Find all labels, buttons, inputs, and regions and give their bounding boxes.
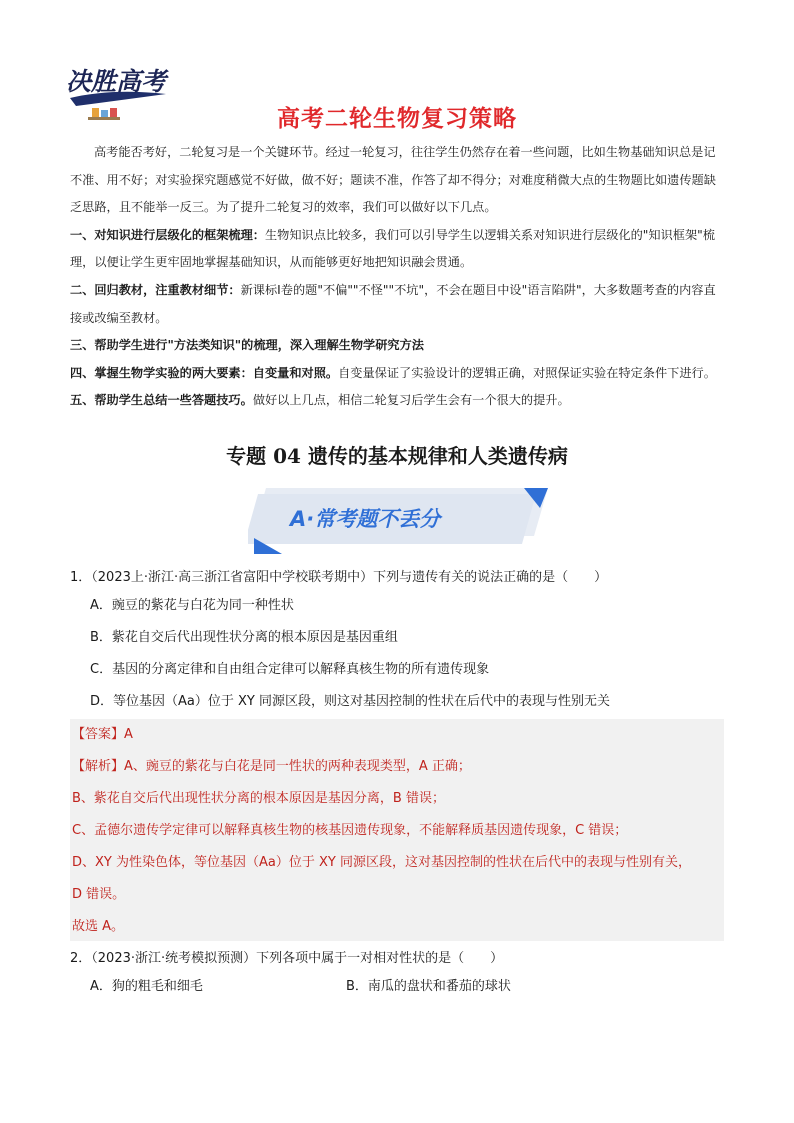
analysis-line: D、XY 为性染色体，等位基因（Aa）位于 XY 同源区段，这对基因控制的性状在后代中的表现与性别有关， [72, 855, 691, 870]
analysis-line: D 错误。 [72, 887, 126, 902]
point-text: 自变量保证了实验设计的逻辑正确，对照保证实验在特定条件下进行。 [338, 365, 716, 380]
analysis-line: 【解析】A、豌豆的紫花与白花是同一性状的两种表现类型，A 正确； [72, 759, 471, 774]
point-lead: 二、回归教材，注重教材细节： [70, 282, 241, 297]
logo-text: 决胜高考 [66, 67, 167, 96]
point-lead: 三、帮助学生进行"方法类知识"的梳理，深入理解生物学研究方法 [70, 338, 424, 353]
question-option: A．狗的粗毛和细毛 [90, 979, 203, 994]
main-title: 高考二轮生物复习策略 [277, 106, 517, 132]
answer-box [70, 719, 724, 941]
point-text: 做好以上几点，相信二轮复习后学生会有一个很大的提升。 [252, 393, 570, 408]
question-option: B．南瓜的盘状和番茄的球状 [346, 979, 511, 994]
intro-point [70, 387, 726, 415]
banner-text: A·常考题不丢分 [290, 507, 441, 531]
point-text: 新课标Ⅰ卷的题"不偏""不怪""不坑"，不会在题目中设"语言陷阱"，大多数题考查的内容直接或改编至教材。 [70, 282, 716, 325]
analysis-line: C、孟德尔遗传学定律可以解释真核生物的核基因遗传现象，不能解释质基因遗传现象，C 错误； [72, 823, 628, 838]
point-text: 生物知识点比较多，我们可以引导学生以逻辑关系对知识进行层级化的"知识框架"梳理，以便让学生更牢固地掌握基础知识，从而能够更好地把知识融会贯通。 [70, 227, 715, 270]
intro-point [70, 277, 726, 332]
question-option: A．豌豆的紫花与白花为同一种性状 [90, 598, 294, 613]
point-lead: 五、帮助学生总结一些答题技巧。 [70, 393, 253, 408]
intro-point [70, 332, 726, 360]
question-options-row [70, 971, 726, 1003]
question-1 [70, 565, 726, 718]
topic-title: 专题 04 遗传的基本规律和人类遗传病 [226, 444, 568, 468]
question-option: C．基因的分离定律和自由组合定律可以解释真核生物的所有遗传现象 [90, 662, 490, 677]
question-stem: 1．（2023上·浙江·高三浙江省富阳中学校联考期中）下列与遗传有关的说法正确的是（ ） [70, 570, 608, 585]
question-2 [70, 946, 726, 1003]
question-stem: 2．（2023·浙江·统考模拟预测）下列各项中属于一对相对性状的是（ ） [70, 951, 504, 966]
analysis-line: 故选 A。 [72, 919, 125, 934]
point-lead: 一、对知识进行层级化的框架梳理： [70, 227, 265, 242]
section-banner [248, 486, 550, 556]
answer-line: 【答案】A [72, 727, 133, 742]
point-lead: 四、掌握生物学实验的两大要素：自变量和对照。 [70, 365, 339, 380]
question-option: B．紫花自交后代出现性状分离的根本原因是基因重组 [90, 630, 398, 645]
intro-section [70, 139, 726, 415]
intro-point [70, 360, 726, 388]
analysis-line: B、紫花自交后代出现性状分离的根本原因是基因分离，B 错误； [72, 791, 445, 806]
question-option: D．等位基因（Aa）位于 XY 同源区段，则这对基因控制的性状在后代中的表现与性别无关 [90, 694, 610, 709]
intro-point [70, 222, 726, 277]
intro-paragraph: 高考能否考好，二轮复习是一个关键环节。经过一轮复习，往往学生仍然存在着一些问题，比如生物基础知识总是记不准、用不好；对实验探究题感觉不好做，做不好；题读不准，作答了却不得分；对难度稍微大点的生物题比如遗传题缺乏思路，且不能举一反三。为了提升二轮复习的效率，我们可以做好以下几点。 [70, 145, 716, 215]
